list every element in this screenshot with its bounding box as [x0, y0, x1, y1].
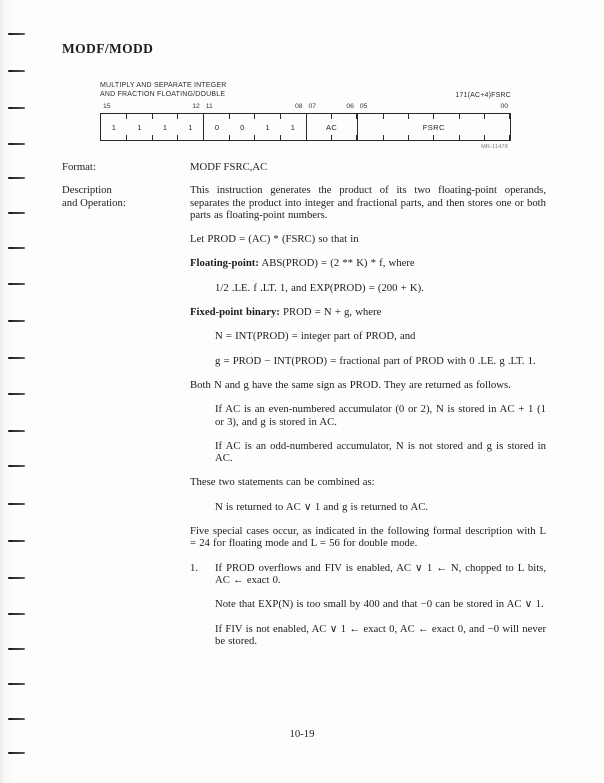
numbered-item: [190, 562, 546, 587]
binding-mark: [8, 212, 25, 214]
fsrc-field-label: FSRC: [422, 122, 445, 132]
bit-low: 08: [294, 103, 303, 111]
paragraph: If FIV is not enabled, AC ∨ 1 ← exact 0, AC ← exact 0, and −0 will never be stored.: [215, 622, 546, 647]
binding-mark: [8, 393, 25, 395]
binding-mark: [8, 247, 25, 249]
ac-field-07-06: [306, 114, 357, 140]
page-title: MODF/MODD: [62, 41, 154, 56]
format-label: Format:: [62, 161, 96, 173]
paragraph: [190, 306, 546, 318]
paragraph: This instruction generates the product of its two floating-point operands, separates the product into integer and fractional parts, and then stores one or both parts as floating-point numbers.: [190, 184, 546, 221]
diagram-captions: [100, 82, 511, 99]
bit-cell: 1: [152, 114, 178, 140]
paragraph-text: ABS(PROD) = (2 ** K) * f, where: [258, 257, 415, 270]
binding-mark: [8, 577, 25, 579]
binding-mark: [8, 107, 25, 109]
bit-low: 12: [192, 103, 200, 111]
description-label: [62, 184, 190, 647]
format-value: MODF FSRC,AC: [190, 161, 268, 173]
bit-cell: 1: [290, 122, 295, 132]
paragraph: If AC is an odd-numbered accumulator, N is not stored and g is stored in AC.: [215, 439, 546, 465]
binding-mark: [8, 503, 25, 505]
paragraph: These two statements can be combined as:: [190, 476, 375, 489]
bit-cell: [459, 114, 484, 140]
diagram-caption: [100, 82, 227, 99]
opcode-label: 171(AC+4)FSRC: [455, 92, 511, 100]
bit-cell: [485, 114, 510, 140]
paragraph: N = INT(PROD) = integer part of PROD, and: [215, 330, 416, 343]
register-word-box: [100, 113, 511, 141]
page-body: [62, 161, 546, 647]
bit-low: 06: [346, 103, 354, 111]
paragraph: Both N and g have the same sign as PROD. They are returned as follows.: [190, 378, 511, 391]
bit-cell: [408, 114, 433, 140]
binding-mark: [8, 70, 25, 72]
item-number: 1.: [190, 561, 199, 574]
opcode-field-15-12: [101, 114, 203, 140]
bit-low: 00: [500, 103, 508, 111]
bit-cell: [383, 114, 408, 140]
paragraph-text: PROD = N + g, where: [279, 306, 382, 319]
bit-numbers-field-4: [357, 103, 511, 113]
binding-mark: [8, 465, 25, 467]
bit-high: 05: [359, 103, 368, 111]
binding-mark: [8, 283, 25, 285]
paragraph-lead: Floating-point:: [190, 257, 259, 270]
paragraph: N is returned to AC ∨ 1 and g is returned to AC.: [215, 500, 429, 513]
bit-cell: 1: [101, 114, 127, 140]
bit-numbers-field-2: [203, 103, 306, 113]
description-text-column: [190, 184, 546, 647]
opcode-field-11-08: [203, 114, 305, 140]
bit-cell: [332, 114, 357, 140]
instruction-format-diagram: [100, 82, 511, 150]
paragraph: g = PROD − INT(PROD) = fractional part of PROD with 0 .LE. g .LT. 1.: [215, 354, 536, 367]
paragraph: 1/2 .LE. f .LT. 1, and EXP(PROD) = (200 + K).: [215, 281, 424, 294]
diagram-caption-line2: AND FRACTION FLOATING/DOUBLE: [100, 90, 226, 98]
description-label-line2: and Operation:: [62, 196, 126, 209]
bit-numbers-field-1: [100, 103, 203, 113]
binding-mark: [8, 648, 25, 650]
bit-high: 11: [205, 103, 213, 111]
binding-mark: [8, 430, 25, 432]
binding-mark: [8, 357, 25, 359]
bit-cell: [358, 114, 383, 140]
paragraph: [190, 257, 546, 269]
bit-cell: [307, 114, 332, 140]
binding-mark: [8, 613, 25, 615]
binding-mark: [8, 683, 25, 685]
paragraph: Note that EXP(N) is too small by 400 and that −0 can be stored in AC ∨ 1.: [215, 598, 544, 611]
bit-cell: 1: [255, 114, 280, 140]
bit-cell: 0: [230, 114, 255, 140]
binding-mark: [8, 752, 25, 754]
paragraph: Let PROD = (AC) * (FSRC) so that in: [190, 233, 359, 246]
bit-high: 15: [103, 103, 111, 111]
binding-mark: [8, 143, 25, 145]
diagram-caption-line1: MULTIPLY AND SEPARATE INTEGER: [100, 82, 227, 89]
bit-numbers-field-3: [306, 103, 357, 113]
bit-number-row: [100, 103, 511, 113]
paragraph-lead: Fixed-point binary:: [190, 306, 280, 319]
binding-mark: [8, 540, 25, 542]
description-row: [62, 184, 546, 647]
page-number: 10-19: [289, 728, 315, 740]
bit-cell: [434, 114, 459, 140]
description-label-line1: Description: [62, 184, 112, 197]
fsrc-field-05-00: [357, 114, 510, 140]
binding-mark: [8, 718, 25, 720]
binding-mark: [8, 33, 25, 35]
bit-cell: 0: [204, 114, 229, 140]
bit-cell: 1: [188, 122, 193, 132]
bit-cell: 1: [127, 114, 153, 140]
paragraph: Five special cases occur, as indicated in the following formal description with L = 24 for floating mode and L = 56 for double mode.: [190, 525, 546, 550]
bit-high: 07: [308, 103, 317, 111]
ac-field-label: AC: [325, 122, 338, 132]
format-row: [62, 161, 546, 173]
paragraph: If AC is an even-numbered accumulator (0 or 2), N is stored in AC + 1 (1 or 3), and g is stored in AC.: [215, 403, 546, 428]
item-text: If PROD overflows and FIV is enabled, AC ∨ 1 ← N, chopped to L bits, AC ← exact 0.: [215, 561, 546, 586]
binding-mark: [8, 177, 25, 179]
binding-mark: [8, 320, 25, 322]
figure-reference-number: MR-11478: [481, 144, 508, 151]
